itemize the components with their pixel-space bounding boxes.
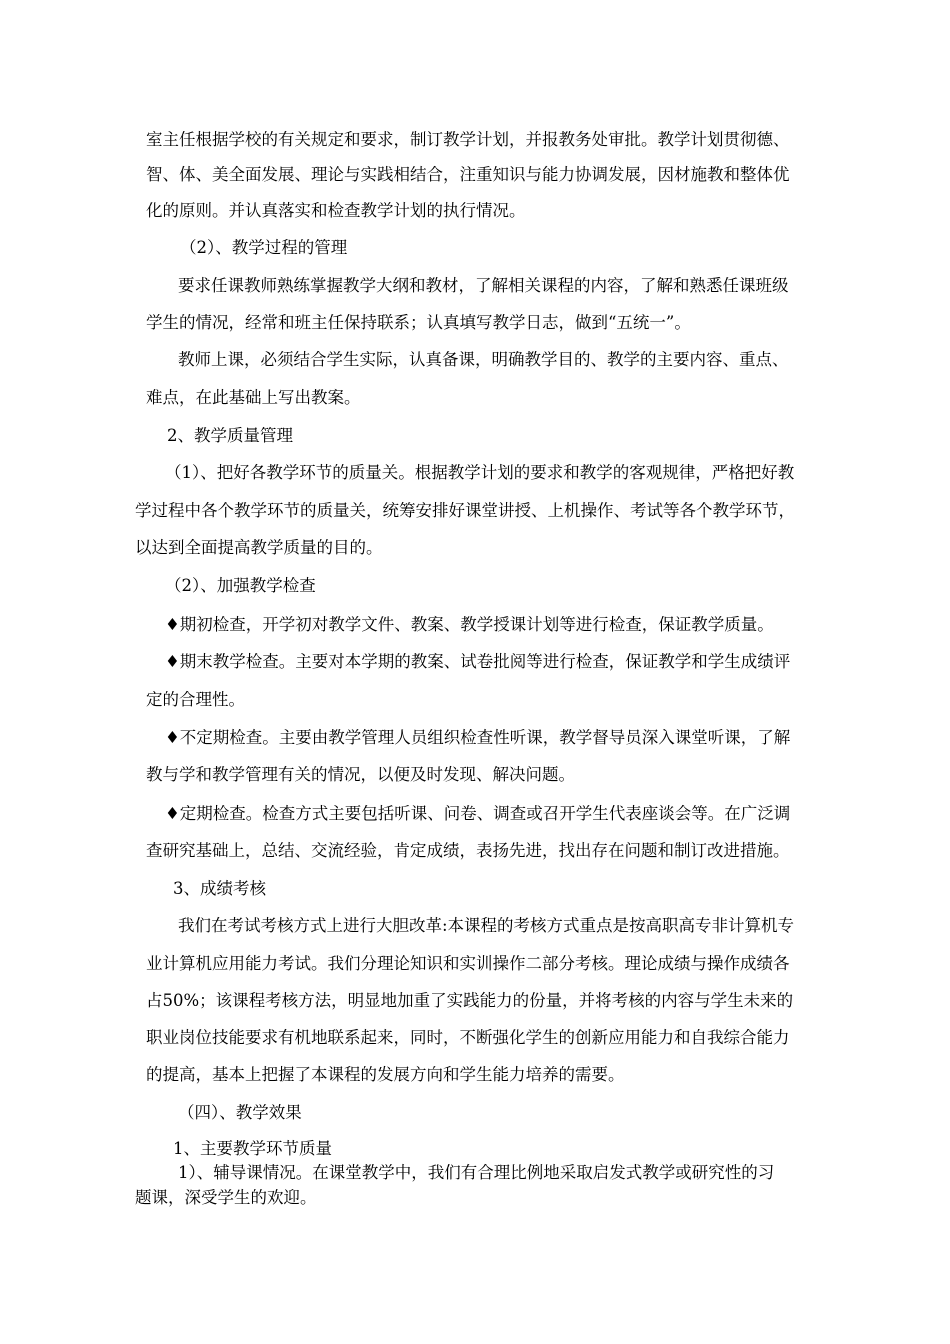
paragraph-line: 业计算机应用能力考试。我们分理论知识和实训操作二部分考核。理论成绩与操作成绩各	[146, 954, 790, 973]
bullet-line: 查研究基础上，总结、交流经验，肯定成绩，表扬先进，找出存在问题和制订改进措施。	[146, 841, 790, 860]
bullet-line: 定的合理性。	[146, 690, 245, 709]
section-heading: 3、成绩考核	[173, 879, 266, 898]
paragraph-line: 要求任课教师熟练掌握教学大纲和教材，了解相关课程的内容，了解和熟悉任课班级	[178, 276, 789, 295]
paragraph-line: 1）、辅导课情况。在课堂教学中，我们有合理比例地采取启发式教学或研究性的习	[178, 1163, 775, 1182]
paragraph-line: 以达到全面提高教学质量的目的。	[135, 538, 383, 557]
bullet-line: 教与学和教学管理有关的情况，以便及时发现、解决问题。	[146, 765, 575, 784]
paragraph-line: 的提高，基本上把握了本课程的发展方向和学生能力培养的需要。	[146, 1065, 625, 1084]
paragraph-line: 难点，在此基础上写出教案。	[146, 388, 361, 407]
section-heading: 2、教学质量管理	[167, 426, 293, 445]
paragraph-line: 学过程中各个教学环节的质量关，统筹安排好课堂讲授、上机操作、考试等各个教学环节，	[135, 501, 795, 520]
paragraph-line: （1）、把好各教学环节的质量关。根据教学计划的要求和教学的客观规律，严格把好教	[165, 463, 795, 482]
bullet-line: ♦定期检查。检查方式主要包括听课、问卷、调查或召开学生代表座谈会等。在广泛调	[165, 804, 791, 823]
bullet-line: ♦期初检查，开学初对教学文件、教案、教学授课计划等进行检查，保证教学质量。	[165, 615, 774, 634]
paragraph-line: 题课，深受学生的欢迎。	[135, 1188, 317, 1207]
paragraph-line: 教师上课，必须结合学生实际，认真备课，明确教学目的、教学的主要内容、重点、	[178, 350, 789, 369]
section-heading: （2）、加强教学检查	[165, 576, 316, 595]
paragraph-line: 占50%；该课程考核方法，明显地加重了实践能力的份量，并将考核的内容与学生未来的	[146, 991, 794, 1010]
paragraph-line: 室主任根据学校的有关规定和要求，制订教学计划，并报教务处审批。教学计划贯彻德、	[146, 130, 790, 149]
bullet-line: ♦不定期检查。主要由教学管理人员组织检查性听课，教学督导员深入课堂听课，了解	[165, 728, 791, 747]
paragraph-line: 学生的情况，经常和班主任保持联系；认真填写教学日志，做到“五统一”。	[146, 313, 691, 332]
bullet-line: ♦期末教学检查。主要对本学期的教案、试卷批阅等进行检查，保证教学和学生成绩评	[165, 652, 791, 671]
paragraph-line: 化的原则。并认真落实和检查教学计划的执行情况。	[146, 201, 526, 220]
paragraph-line: 我们在考试考核方式上进行大胆改革:本课程的考核方式重点是按高职高专非计算机专	[178, 916, 795, 935]
section-heading: 1、主要教学环节质量	[173, 1139, 332, 1158]
section-heading: （2）、教学过程的管理	[180, 238, 348, 257]
paragraph-line: 职业岗位技能要求有机地联系起来，同时，不断强化学生的创新应用能力和自我综合能力	[146, 1028, 790, 1047]
paragraph-line: 智、体、美全面发展、理论与实践相结合，注重知识与能力协调发展，因材施教和整体优	[146, 165, 790, 184]
section-heading: （四）、教学效果	[178, 1103, 302, 1122]
